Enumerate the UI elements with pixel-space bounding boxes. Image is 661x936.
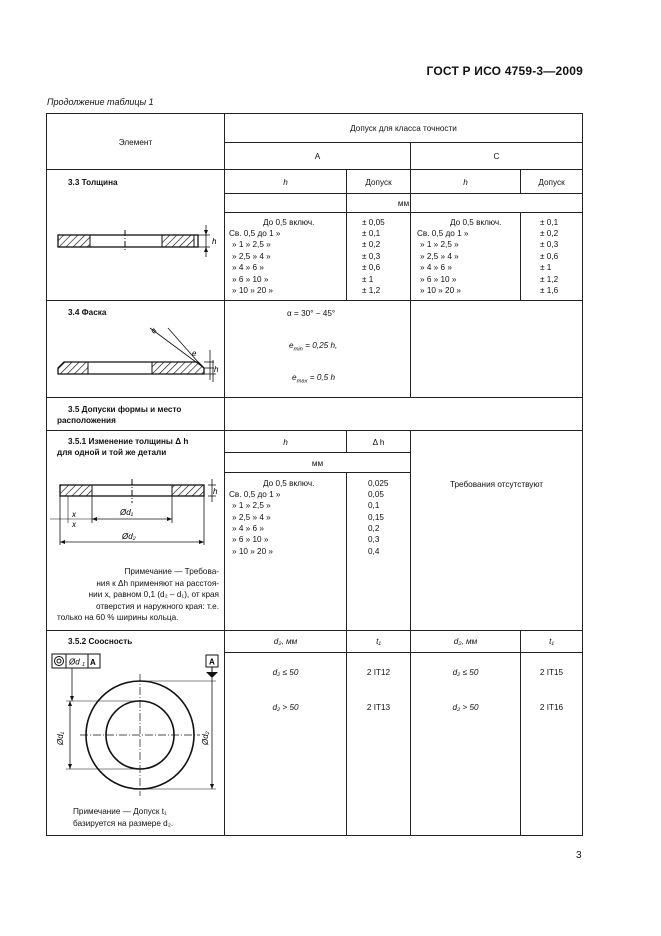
s352-a-row2-d: d₂ > 50 (272, 703, 299, 712)
svg-text:h: h (213, 487, 218, 496)
class-c-header: C (493, 152, 500, 161)
col-element-header: Элемент (118, 138, 153, 147)
section-3-4-title: 3.4 Фаска (68, 308, 107, 317)
svg-text:x: x (72, 520, 76, 529)
s351-c-no-requirements: Требования отсутствуют (449, 480, 544, 489)
section-3-5-1-title-1: 3.5.1 Изменение толщины Δ h (68, 437, 189, 446)
s351-unit: мм (311, 459, 324, 468)
s34-emin: $e_{min} = 0,25$ h, (289, 341, 338, 353)
s33-dopusk-a: Допуск (365, 178, 392, 187)
s352-t1-a: t₁ (376, 637, 381, 646)
svg-text:h: h (212, 237, 217, 246)
svg-text:x: x (72, 510, 76, 519)
svg-text:A: A (209, 657, 215, 667)
s352-c-row1-t: 2 IT15 (539, 668, 564, 677)
coaxiality-drawing (50, 650, 222, 800)
s34-alpha: α = 30° − 45° (287, 309, 336, 318)
s352-a-row1-d: d₂ ≤ 50 (272, 668, 299, 677)
s352-a-row2-t: 2 IT13 (366, 703, 391, 712)
section-3-3-title: 3.3 Толщина (68, 178, 118, 187)
chamfer-drawing (50, 320, 220, 390)
page-header: ГОСТ Р ИСО 4759-3—2009 (426, 64, 583, 78)
s352-c-row1-d: d₂ ≤ 50 (452, 668, 479, 677)
thickness-drawing (50, 220, 220, 260)
s351-dh: Δ h (372, 438, 385, 447)
s33-dopusk-c: Допуск (538, 178, 565, 187)
table-continuation-label: Продолжение таблицы 1 (47, 97, 154, 107)
s33-h-a: h (283, 178, 288, 187)
svg-text:Ød: Ød (69, 657, 80, 667)
s352-t1-c: t₁ (549, 637, 554, 646)
svg-text:A: A (90, 658, 96, 667)
svg-text:Ød₁: Ød₁ (120, 508, 134, 517)
col-tolerance-header: Допуск для класса точности (350, 124, 457, 133)
section-3-5-2-title: 3.5.2 Соосность (68, 637, 133, 646)
svg-text:Ød₂: Ød₂ (201, 731, 210, 745)
svg-text:α: α (148, 326, 159, 336)
class-a-header: A (314, 152, 321, 161)
section-3-5-title-1: 3.5 Допуски формы и место (68, 405, 182, 414)
page-number: 3 (576, 850, 582, 861)
svg-text:h: h (214, 365, 219, 374)
section-3-5-1-title-2: для одной и той же детали (57, 448, 167, 457)
s352-c-row2-d: d₂ > 50 (452, 703, 479, 712)
s352-c-row2-t: 2 IT16 (539, 703, 564, 712)
s34-emax: $e_{max} = 0,5$ h (292, 373, 336, 385)
svg-text:Ød₂: Ød₂ (122, 532, 136, 541)
s352-a-row1-t: 2 IT12 (366, 668, 391, 677)
s352-d2-c: d₂, мм (453, 637, 478, 646)
s33-h-c: h (463, 178, 468, 187)
s351-note: Примечание — Требова- ния к Δh применяют на расстоя- нии x, равном 0,1 (d₂ – d₁), от края отверстия и наружного края: т.е. только на 60 % ширины кольца. (57, 567, 219, 622)
svg-text:Ød₁: Ød₁ (56, 731, 65, 745)
thickness-variation-drawing (50, 475, 220, 555)
svg-text:e: e (192, 349, 197, 358)
s351-h: h (283, 438, 288, 447)
svg-text:1: 1 (82, 662, 86, 668)
s33-unit: мм (397, 199, 410, 208)
section-3-5-title-2: расположения (57, 416, 116, 425)
s352-note: Примечание — Допуск t₁ базируется на размере d₂. (73, 807, 174, 828)
s352-d2-a: d₂, мм (273, 637, 298, 646)
